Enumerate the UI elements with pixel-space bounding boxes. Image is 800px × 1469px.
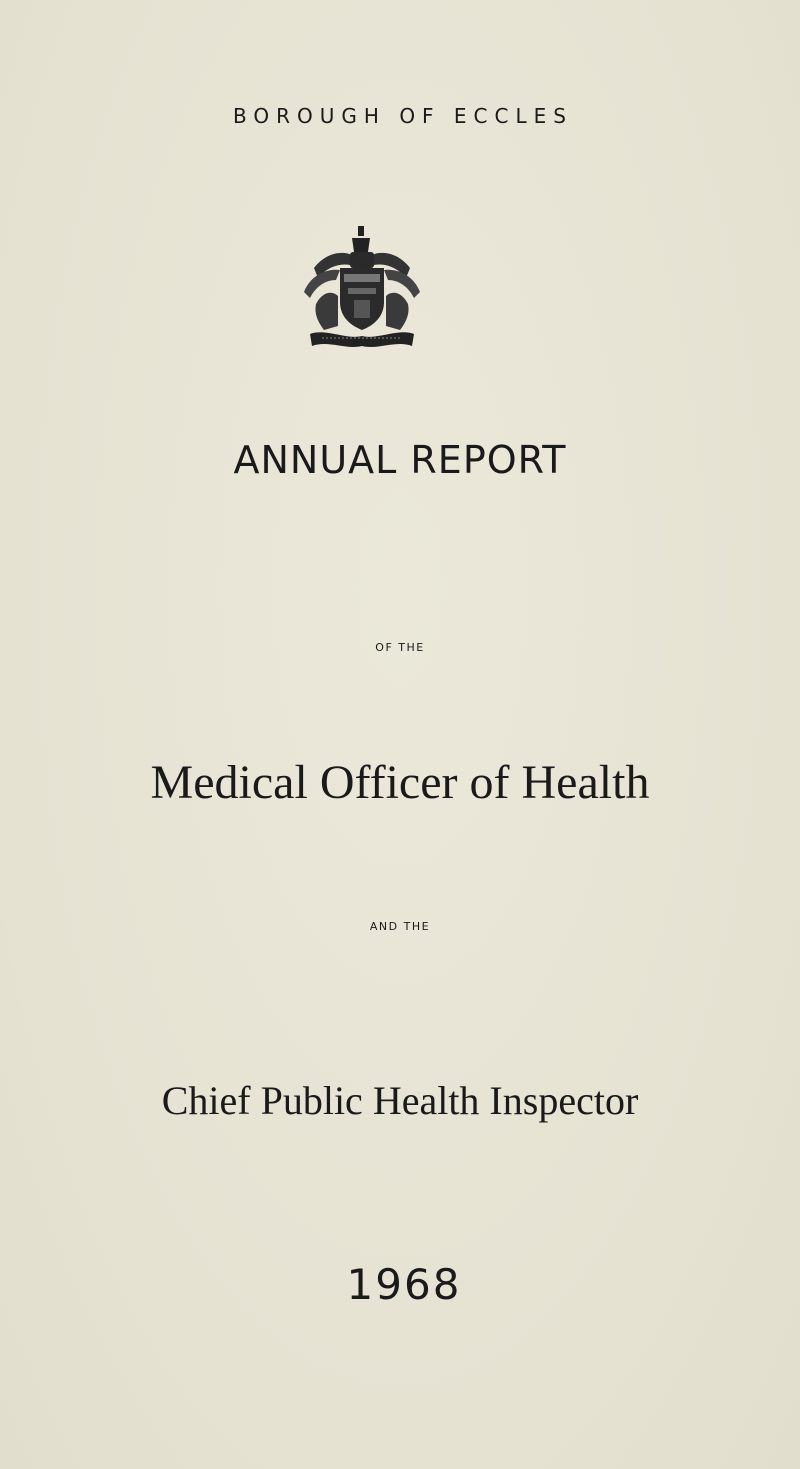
coat-of-arms-icon — [296, 222, 428, 354]
medical-officer-title: Medical Officer of Health — [150, 756, 650, 809]
report-year: 1968 — [346, 1260, 462, 1309]
annual-report-title: ANNUAL REPORT — [233, 438, 567, 482]
borough-heading: BOROUGH OF ECCLES — [233, 104, 573, 128]
chief-inspector-title: Chief Public Health Inspector — [161, 1078, 639, 1123]
and-the-label: AND THE — [369, 920, 431, 933]
of-the-label: OF THE — [375, 641, 425, 654]
